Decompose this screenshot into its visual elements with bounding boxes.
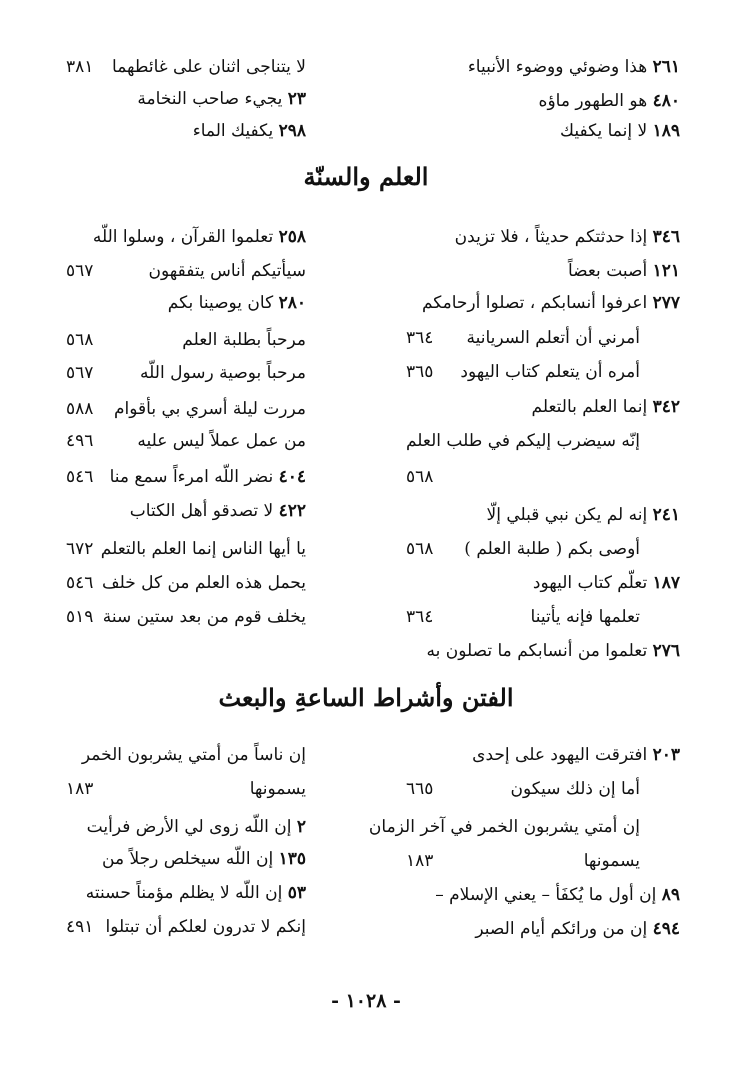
index-entry bbox=[66, 358, 306, 388]
entry-number: ١٨٧ bbox=[652, 573, 680, 593]
entry-text: أمرني أن أتعلم السريانية bbox=[466, 328, 640, 348]
entry-number: ٢٧٦ bbox=[652, 641, 680, 661]
entry-text: هذا وضوئي ووضوء الأنبياء bbox=[467, 57, 648, 77]
entry-text: يجيء صاحب النخامة bbox=[137, 89, 283, 109]
index-entry bbox=[66, 426, 306, 456]
entry-text: مرحباً بطلبة العلم bbox=[182, 330, 306, 350]
entry-number: ٤٢٢ bbox=[278, 501, 306, 521]
entry-text: مررت ليلة أسري بي بأقوام bbox=[114, 399, 306, 419]
entry-number: ١٨٩ bbox=[652, 121, 680, 141]
index-entry bbox=[66, 394, 306, 424]
entry-text: يسمونها bbox=[249, 779, 306, 799]
index-entry bbox=[406, 846, 640, 876]
index-entry bbox=[422, 288, 680, 318]
index-entry bbox=[66, 774, 306, 804]
entry-text: نضر اللّه امرءاً سمع منا bbox=[109, 467, 274, 487]
entry-text: تعلموا من أنسابكم ما تصلون به bbox=[426, 641, 648, 661]
index-entry bbox=[487, 500, 680, 530]
entry-ref: ٦٧٢ bbox=[66, 539, 94, 559]
entry-ref: ٥٤٦ bbox=[66, 573, 94, 593]
entry-number: ٨٩ bbox=[661, 885, 680, 905]
entry-text: إنكم لا تدرون لعلكم أن تبتلوا bbox=[105, 917, 306, 937]
index-entry bbox=[193, 116, 306, 146]
entry-text: إنما العلم بالتعلم bbox=[531, 397, 648, 417]
section-heading: الفتن وأشراط الساعةِ والبعث bbox=[218, 683, 514, 712]
index-entry bbox=[406, 323, 640, 353]
index-entry bbox=[568, 256, 680, 286]
index-entry bbox=[406, 774, 640, 804]
entry-number: ١٢١ bbox=[652, 261, 680, 281]
index-entry bbox=[406, 462, 640, 492]
entry-ref: ٣٦٤ bbox=[406, 607, 434, 627]
entry-number: ٢٠٣ bbox=[652, 745, 680, 765]
entry-number: ٢٤١ bbox=[652, 505, 680, 525]
entry-text: لا يتناجى اثنان على غائطهما bbox=[112, 57, 306, 77]
index-entry bbox=[468, 52, 680, 82]
entry-ref: ٥٦٧ bbox=[66, 363, 94, 383]
entry-number: ٢٥٨ bbox=[278, 227, 306, 247]
entry-text: أما إن ذلك سيكون bbox=[510, 779, 640, 799]
index-entry bbox=[455, 222, 680, 252]
entry-text: كان يوصينا بكم bbox=[167, 293, 274, 313]
entry-number: ٣٤٢ bbox=[652, 397, 680, 417]
section-heading: العلم والسنّة bbox=[303, 162, 429, 191]
entry-text: إن من ورائكم أيام الصبر bbox=[475, 919, 648, 939]
index-entry bbox=[406, 534, 640, 564]
entry-ref: ٥٨٨ bbox=[66, 399, 94, 419]
entry-text: إن اللّه زوى لي الأرض فرأيت bbox=[86, 817, 292, 837]
entry-text: إن اللّه لا يظلم مؤمناً حسنته bbox=[85, 883, 283, 903]
index-entry bbox=[369, 812, 640, 842]
index-entry bbox=[137, 84, 306, 114]
index-entry bbox=[406, 426, 640, 456]
entry-text: إذا حدثتكم حديثاً ، فلا تزيدن bbox=[454, 227, 648, 247]
entry-ref: ٦٦٥ bbox=[406, 779, 434, 799]
entry-number: ٢٧٧ bbox=[652, 293, 680, 313]
entry-number: ٢٨٠ bbox=[278, 293, 306, 313]
index-entry bbox=[102, 844, 306, 874]
entry-number: ٢٣ bbox=[287, 89, 306, 109]
entry-ref: ٥٦٨ bbox=[406, 539, 434, 559]
entry-text: يكفيك الماء bbox=[192, 121, 274, 141]
entry-number: ٢٦١ bbox=[652, 57, 680, 77]
entry-ref: ٣٦٥ bbox=[406, 362, 434, 382]
index-entry bbox=[87, 812, 306, 842]
entry-number: ٣٤٦ bbox=[652, 227, 680, 247]
index-entry bbox=[406, 602, 640, 632]
entry-number: ٤٠٤ bbox=[278, 467, 306, 487]
entry-ref: ١٨٣ bbox=[406, 851, 434, 871]
entry-ref: ١٨٣ bbox=[66, 779, 94, 799]
entry-text: يسمونها bbox=[583, 851, 640, 871]
entry-text: هو الطهور ماؤه bbox=[538, 91, 648, 111]
index-entry bbox=[472, 740, 680, 770]
index-entry bbox=[475, 914, 680, 944]
entry-number: ١٣٥ bbox=[278, 849, 306, 869]
entry-number: ٢ bbox=[296, 817, 306, 837]
entry-ref: ٥٦٧ bbox=[66, 261, 94, 281]
index-entry bbox=[130, 496, 306, 526]
entry-ref: ٤٩١ bbox=[66, 917, 94, 937]
index-entry bbox=[168, 288, 306, 318]
entry-text: لا تصدقو أهل الكتاب bbox=[129, 501, 274, 521]
index-entry bbox=[532, 392, 681, 422]
index-entry bbox=[66, 534, 306, 564]
index-entry bbox=[435, 880, 680, 910]
entry-ref: ٥٤٦ bbox=[66, 467, 94, 487]
entry-text: سيأتيكم أناس يتفقهون bbox=[148, 261, 306, 281]
entry-ref: ٥١٩ bbox=[66, 607, 94, 627]
entry-ref: ٣٨١ bbox=[66, 57, 94, 77]
entry-ref: ٣٦٤ bbox=[406, 328, 434, 348]
entry-text: لا إنما يكفيك bbox=[560, 121, 648, 141]
index-entry bbox=[66, 462, 306, 492]
entry-text: أصبت بعضاً bbox=[567, 261, 648, 281]
entry-number: ٤٩٤ bbox=[652, 919, 680, 939]
index-entry bbox=[66, 568, 306, 598]
index-entry bbox=[86, 878, 306, 908]
index-entry bbox=[93, 222, 306, 252]
entry-text: إن اللّه سيخلص رجلاً من bbox=[102, 849, 274, 869]
index-entry bbox=[66, 256, 306, 286]
entry-text: إنّه سيضرب إليكم في طلب العلم bbox=[405, 431, 640, 451]
entry-text: يا أيها الناس إنما العلم بالتعلم bbox=[100, 539, 306, 559]
index-entry bbox=[66, 912, 306, 942]
page-number: - ١٠٢٨ - bbox=[331, 990, 401, 1012]
index-entry bbox=[539, 86, 680, 116]
index-entry bbox=[66, 52, 306, 82]
entry-text: مرحباً بوصية رسول اللّه bbox=[140, 363, 306, 383]
entry-text: إن أمتي يشربون الخمر في آخر الزمان bbox=[368, 817, 640, 837]
entry-text: إن ناساً من أمتي يشربون الخمر bbox=[81, 745, 306, 765]
index-entry bbox=[533, 568, 680, 598]
entry-text: أوصى بكم ( طلبة العلم ) bbox=[464, 539, 640, 559]
entry-text: إنه لم يكن نبي قبلي إلّا bbox=[486, 505, 648, 525]
entry-ref: ٥٦٨ bbox=[406, 467, 434, 487]
entry-text: تعلموا القرآن ، وسلوا اللّه bbox=[92, 227, 274, 247]
index-entry bbox=[406, 357, 640, 387]
entry-ref: ٤٩٦ bbox=[66, 431, 94, 451]
entry-text: تعلّم كتاب اليهود bbox=[532, 573, 648, 593]
entry-ref: ٥٦٨ bbox=[66, 330, 94, 350]
entry-text: يخلف قوم من بعد ستين سنة bbox=[102, 607, 306, 627]
index-entry bbox=[66, 602, 306, 632]
entry-text: تعلمها فإنه يأتينا bbox=[530, 607, 640, 627]
entry-number: ٥٣ bbox=[287, 883, 306, 903]
entry-text: من عمل عملاً ليس عليه bbox=[137, 431, 306, 451]
entry-text: افترقت اليهود على إحدى bbox=[472, 745, 648, 765]
entry-number: ٤٨٠ bbox=[652, 91, 680, 111]
index-entry bbox=[66, 740, 306, 770]
entry-text: إن أول ما يُكفَأ – يعني الإسلام – bbox=[435, 885, 657, 905]
entry-text: اعرفوا أنسابكم ، تصلوا أرحامكم bbox=[421, 293, 648, 313]
entry-number: ٢٩٨ bbox=[278, 121, 306, 141]
index-entry bbox=[426, 636, 680, 666]
index-entry bbox=[66, 325, 306, 355]
entry-text: أمره أن يتعلم كتاب اليهود bbox=[460, 362, 640, 382]
index-entry bbox=[560, 116, 680, 146]
entry-text: يحمل هذه العلم من كل خلف bbox=[101, 573, 306, 593]
